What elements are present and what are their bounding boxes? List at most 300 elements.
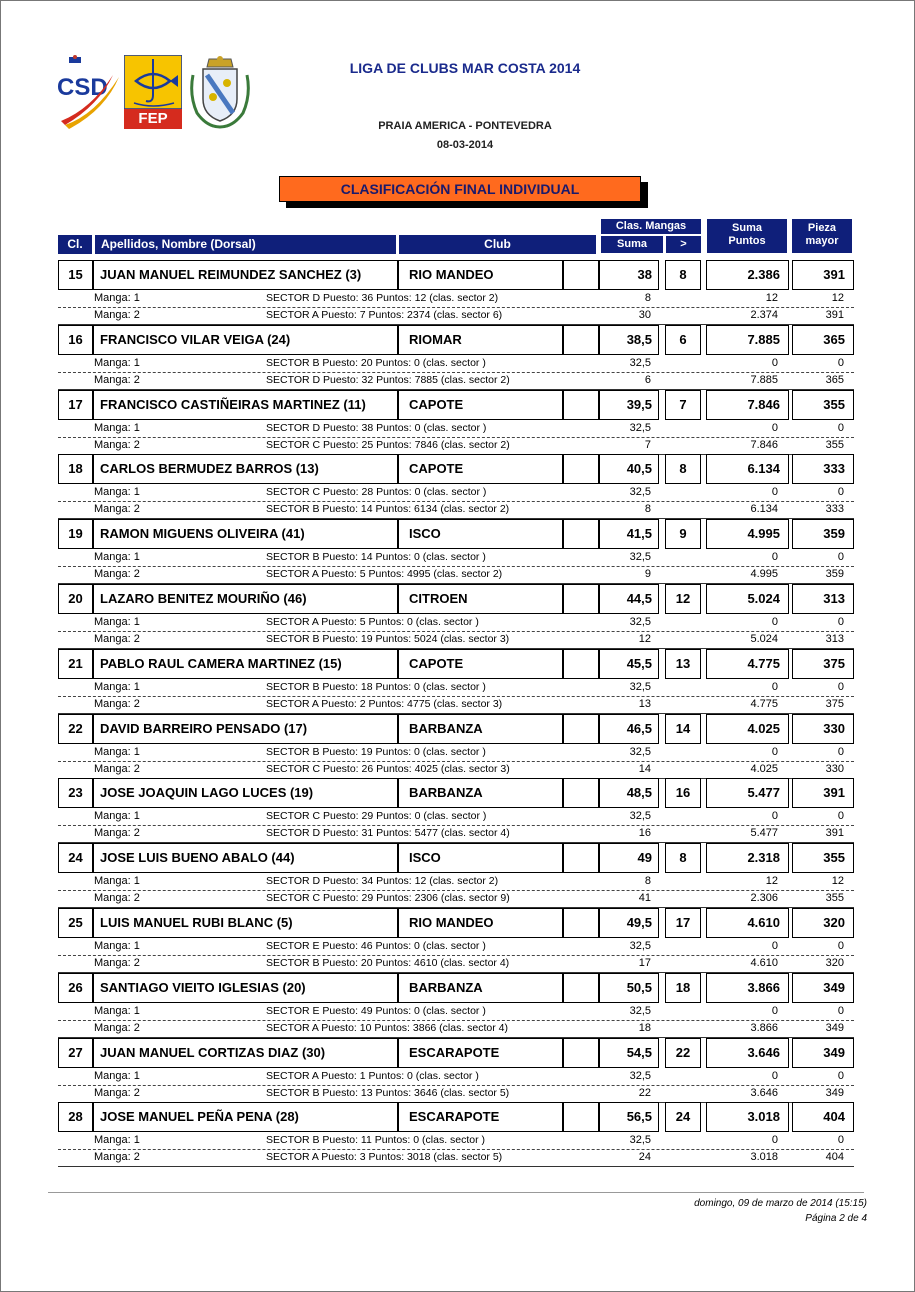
result-entry xyxy=(58,778,854,843)
rank-cell: 16 xyxy=(58,325,93,355)
empty-cell xyxy=(563,584,599,614)
column-header-gt: > xyxy=(666,236,701,253)
manga-row xyxy=(58,955,854,973)
manga-row xyxy=(58,825,854,843)
manga-puntos: 6.134 xyxy=(750,503,778,516)
manga-label: Manga: 2 xyxy=(94,827,140,840)
gt-cell: 7 xyxy=(665,390,701,420)
manga-label: Manga: 1 xyxy=(94,1004,140,1017)
manga-detail: SECTOR D Puesto: 34 Puntos: 12 (clas. sector 2) xyxy=(266,875,499,888)
table-row xyxy=(58,1038,854,1070)
manga-puntos: 7.885 xyxy=(750,373,778,386)
rank-cell: 28 xyxy=(58,1102,93,1132)
suma-cell: 45,5 xyxy=(599,649,659,679)
manga-row xyxy=(58,1085,854,1103)
manga-pieza: 0 xyxy=(837,810,844,823)
manga-suma: 32,5 xyxy=(629,486,651,499)
club-name: BARBANZA xyxy=(398,973,563,1003)
club-name: RIOMAR xyxy=(398,325,563,355)
manga-label: Manga: 1 xyxy=(94,616,140,628)
manga-detail: SECTOR C Puesto: 28 Puntos: 0 (clas. sector ) xyxy=(266,486,487,499)
suma-puntos-cell: 7.846 xyxy=(706,390,789,420)
manga-label: Manga: 2 xyxy=(94,1086,140,1099)
manga-pieza: 12 xyxy=(831,875,844,888)
section-banner: CLASIFICACIÓN FINAL INDIVIDUAL xyxy=(279,176,641,202)
manga-detail: SECTOR D Puesto: 32 Puntos: 7885 (clas. sector 2) xyxy=(266,373,510,386)
club-name: BARBANZA xyxy=(398,778,563,808)
manga-row xyxy=(58,501,854,519)
manga-row xyxy=(58,1132,854,1150)
manga-puntos: 12 xyxy=(765,292,778,304)
manga-puntos: 0 xyxy=(771,1004,778,1017)
pieza-mayor-cell: 365 xyxy=(792,325,854,355)
suma-cell: 44,5 xyxy=(599,584,659,614)
manga-row xyxy=(58,614,854,632)
manga-puntos: 0 xyxy=(771,1069,778,1082)
manga-label: Manga: 1 xyxy=(94,680,140,693)
gt-cell: 22 xyxy=(665,1038,701,1068)
manga-pieza: 0 xyxy=(837,486,844,499)
manga-label: Manga: 2 xyxy=(94,373,140,386)
manga-label: Manga: 1 xyxy=(94,551,140,564)
manga-row xyxy=(58,484,854,502)
manga-label: Manga: 2 xyxy=(94,1151,140,1164)
manga-pieza: 391 xyxy=(825,827,844,840)
result-entry xyxy=(58,1038,854,1103)
manga-pieza: 313 xyxy=(825,633,844,645)
empty-cell xyxy=(563,1038,599,1068)
manga-row xyxy=(58,1003,854,1021)
pieza-mayor-cell: 349 xyxy=(792,1038,854,1068)
manga-row xyxy=(58,1149,854,1167)
table-row xyxy=(58,973,854,1005)
manga-puntos: 4.775 xyxy=(750,697,778,710)
competitor-name: SANTIAGO VIEITO IGLESIAS (20) xyxy=(93,973,398,1003)
suma-puntos-cell: 2.318 xyxy=(706,843,789,873)
suma-puntos-cell: 4.025 xyxy=(706,714,789,744)
manga-puntos: 0 xyxy=(771,940,778,952)
competitor-name: PABLO RAUL CAMERA MARTINEZ (15) xyxy=(93,649,398,679)
manga-puntos: 0 xyxy=(771,421,778,434)
manga-pieza: 0 xyxy=(837,551,844,564)
gt-cell: 8 xyxy=(665,260,701,290)
manga-label: Manga: 2 xyxy=(94,957,140,969)
manga-puntos: 0 xyxy=(771,616,778,628)
manga-puntos: 0 xyxy=(771,356,778,369)
manga-suma: 24 xyxy=(638,1151,651,1164)
manga-detail: SECTOR D Puesto: 31 Puntos: 5477 (clas. sector 4) xyxy=(266,827,510,840)
manga-detail: SECTOR B Puesto: 20 Puntos: 4610 (clas. sector 4) xyxy=(266,957,510,969)
result-entry xyxy=(58,325,854,390)
manga-label: Manga: 2 xyxy=(94,503,140,516)
column-header-name: Apellidos, Nombre (Dorsal) xyxy=(95,235,396,254)
table-row xyxy=(58,843,854,875)
pieza-mayor-cell: 391 xyxy=(792,778,854,808)
document-title: LIGA DE CLUBS MAR COSTA 2014 xyxy=(349,60,581,76)
club-name: RIO MANDEO xyxy=(398,260,563,290)
manga-label: Manga: 1 xyxy=(94,1069,140,1082)
suma-puntos-cell: 4.610 xyxy=(706,908,789,938)
manga-row xyxy=(58,420,854,438)
manga-pieza: 404 xyxy=(825,1151,844,1164)
suma-cell: 50,5 xyxy=(599,973,659,1003)
rank-cell: 23 xyxy=(58,778,93,808)
result-entry xyxy=(58,1102,854,1167)
result-entry xyxy=(58,908,854,973)
manga-label: Manga: 1 xyxy=(94,486,140,499)
result-entry xyxy=(58,454,854,519)
manga-suma: 9 xyxy=(644,568,651,581)
manga-pieza: 0 xyxy=(837,421,844,434)
manga-suma: 14 xyxy=(638,762,651,775)
suma-cell: 49,5 xyxy=(599,908,659,938)
manga-pieza: 349 xyxy=(825,1021,844,1034)
manga-detail: SECTOR C Puesto: 26 Puntos: 4025 (clas. sector 3) xyxy=(266,762,510,775)
club-name: CITROEN xyxy=(398,584,563,614)
manga-row xyxy=(58,631,854,649)
coat-of-arms-icon xyxy=(187,55,253,129)
manga-row xyxy=(58,744,854,762)
competitor-name: CARLOS BERMUDEZ BARROS (13) xyxy=(93,454,398,484)
manga-label: Manga: 2 xyxy=(94,1021,140,1034)
table-row xyxy=(58,454,854,486)
manga-suma: 32,5 xyxy=(629,421,651,434)
manga-label: Manga: 2 xyxy=(94,892,140,905)
manga-suma: 32,5 xyxy=(629,745,651,758)
competitor-name: FRANCISCO CASTIÑEIRAS MARTINEZ (11) xyxy=(93,390,398,420)
manga-suma: 32,5 xyxy=(629,940,651,952)
manga-puntos: 7.846 xyxy=(750,438,778,451)
csd-logo xyxy=(55,55,121,129)
competitor-name: DAVID BARREIRO PENSADO (17) xyxy=(93,714,398,744)
manga-pieza: 0 xyxy=(837,356,844,369)
csd-logo-text: CSD xyxy=(57,74,108,101)
suma-cell: 39,5 xyxy=(599,390,659,420)
competitor-name: FRANCISCO VILAR VEIGA (24) xyxy=(93,325,398,355)
manga-pieza: 12 xyxy=(831,292,844,304)
manga-suma: 22 xyxy=(638,1086,651,1099)
event-date: 08-03-2014 xyxy=(436,139,494,151)
empty-cell xyxy=(563,454,599,484)
fep-logo-text: FEP xyxy=(124,109,182,129)
empty-cell xyxy=(563,714,599,744)
gt-cell: 16 xyxy=(665,778,701,808)
suma-cell: 54,5 xyxy=(599,1038,659,1068)
result-entry xyxy=(58,519,854,584)
table-row xyxy=(58,519,854,551)
manga-label: Manga: 1 xyxy=(94,810,140,823)
manga-suma: 32,5 xyxy=(629,356,651,369)
manga-label: Manga: 1 xyxy=(94,356,140,369)
manga-detail: SECTOR D Puesto: 38 Puntos: 0 (clas. sector ) xyxy=(266,421,487,434)
empty-cell xyxy=(563,519,599,549)
manga-detail: SECTOR C Puesto: 29 Puntos: 0 (clas. sector ) xyxy=(266,810,487,823)
club-name: CAPOTE xyxy=(398,649,563,679)
manga-detail: SECTOR B Puesto: 11 Puntos: 0 (clas. sector ) xyxy=(266,1134,486,1147)
rank-cell: 15 xyxy=(58,260,93,290)
manga-suma: 32,5 xyxy=(629,680,651,693)
rank-cell: 25 xyxy=(58,908,93,938)
competitor-name: RAMON MIGUENS OLIVEIRA (41) xyxy=(93,519,398,549)
suma-cell: 49 xyxy=(599,843,659,873)
suma-puntos-cell: 3.018 xyxy=(706,1102,789,1132)
manga-puntos: 0 xyxy=(771,745,778,758)
competitor-name: JOSE MANUEL PEÑA PENA (28) xyxy=(93,1102,398,1132)
manga-suma: 12 xyxy=(638,633,651,645)
pieza-mayor-cell: 355 xyxy=(792,843,854,873)
suma-puntos-cell: 5.024 xyxy=(706,584,789,614)
manga-puntos: 0 xyxy=(771,551,778,564)
manga-puntos: 0 xyxy=(771,1134,778,1147)
manga-pieza: 0 xyxy=(837,745,844,758)
manga-pieza: 0 xyxy=(837,1004,844,1017)
manga-detail: SECTOR B Puesto: 14 Puntos: 0 (clas. sector ) xyxy=(266,551,486,564)
manga-puntos: 3.866 xyxy=(750,1021,778,1034)
club-name: ISCO xyxy=(398,843,563,873)
manga-label: Manga: 1 xyxy=(94,421,140,434)
manga-detail: SECTOR A Puesto: 1 Puntos: 0 (clas. sector ) xyxy=(266,1069,479,1082)
suma-puntos-cell: 7.885 xyxy=(706,325,789,355)
manga-puntos: 2.306 xyxy=(750,892,778,905)
table-row xyxy=(58,584,854,616)
pieza-mayor-cell: 391 xyxy=(792,260,854,290)
result-entry xyxy=(58,843,854,908)
pieza-mayor-cell: 359 xyxy=(792,519,854,549)
manga-pieza: 0 xyxy=(837,680,844,693)
column-header-club: Club xyxy=(399,235,596,254)
competitor-name: JOSE JOAQUIN LAGO LUCES (19) xyxy=(93,778,398,808)
rank-cell: 24 xyxy=(58,843,93,873)
manga-detail: SECTOR A Puesto: 5 Puntos: 4995 (clas. sector 2) xyxy=(266,568,503,581)
manga-suma: 30 xyxy=(638,309,651,321)
gt-cell: 8 xyxy=(665,454,701,484)
manga-label: Manga: 1 xyxy=(94,1134,140,1147)
club-name: ISCO xyxy=(398,519,563,549)
pieza-mayor-cell: 320 xyxy=(792,908,854,938)
manga-detail: SECTOR D Puesto: 36 Puntos: 12 (clas. sector 2) xyxy=(266,292,499,304)
manga-puntos: 5.477 xyxy=(750,827,778,840)
manga-pieza: 349 xyxy=(825,1086,844,1099)
manga-puntos: 12 xyxy=(765,875,778,888)
manga-detail: SECTOR B Puesto: 20 Puntos: 0 (clas. sector ) xyxy=(266,356,486,369)
pieza-mayor-cell: 349 xyxy=(792,973,854,1003)
gt-cell: 9 xyxy=(665,519,701,549)
manga-suma: 32,5 xyxy=(629,1069,651,1082)
empty-cell xyxy=(563,649,599,679)
table-row xyxy=(58,908,854,940)
rank-cell: 27 xyxy=(58,1038,93,1068)
result-entry xyxy=(58,584,854,649)
suma-puntos-cell: 3.866 xyxy=(706,973,789,1003)
pieza-mayor-cell: 313 xyxy=(792,584,854,614)
manga-pieza: 320 xyxy=(825,957,844,969)
empty-cell xyxy=(563,325,599,355)
manga-label: Manga: 1 xyxy=(94,875,140,888)
pieza-mayor-cell: 330 xyxy=(792,714,854,744)
empty-cell xyxy=(563,908,599,938)
rank-cell: 20 xyxy=(58,584,93,614)
manga-detail: SECTOR A Puesto: 5 Puntos: 0 (clas. sector ) xyxy=(266,616,479,628)
manga-row xyxy=(58,549,854,567)
manga-label: Manga: 1 xyxy=(94,940,140,952)
column-header-suma: Suma xyxy=(601,236,663,253)
logo-group xyxy=(55,55,255,133)
suma-puntos-cell: 4.775 xyxy=(706,649,789,679)
manga-suma: 32,5 xyxy=(629,1134,651,1147)
venue-label: PRAIA AMERICA - PONTEVEDRA xyxy=(378,120,552,132)
manga-label: Manga: 2 xyxy=(94,309,140,321)
suma-puntos-cell: 3.646 xyxy=(706,1038,789,1068)
gt-cell: 24 xyxy=(665,1102,701,1132)
club-name: ESCARAPOTE xyxy=(398,1038,563,1068)
gt-cell: 17 xyxy=(665,908,701,938)
suma-cell: 41,5 xyxy=(599,519,659,549)
result-entry xyxy=(58,649,854,714)
pieza-mayor-cell: 375 xyxy=(792,649,854,679)
manga-pieza: 330 xyxy=(825,762,844,775)
fish-icon xyxy=(124,55,182,109)
manga-detail: SECTOR B Puesto: 18 Puntos: 0 (clas. sector ) xyxy=(266,680,486,693)
manga-puntos: 3.646 xyxy=(750,1086,778,1099)
manga-detail: SECTOR B Puesto: 19 Puntos: 0 (clas. sector ) xyxy=(266,745,486,758)
empty-cell xyxy=(563,390,599,420)
footer-divider xyxy=(48,1192,864,1193)
gt-cell: 8 xyxy=(665,843,701,873)
page-number: Página 2 de 4 xyxy=(805,1213,867,1224)
suma-puntos-cell: 4.995 xyxy=(706,519,789,549)
manga-label: Manga: 1 xyxy=(94,292,140,304)
manga-label: Manga: 2 xyxy=(94,633,140,645)
column-header-pieza-mayor: Pieza mayor xyxy=(792,219,852,253)
manga-pieza: 355 xyxy=(825,438,844,451)
gt-cell: 13 xyxy=(665,649,701,679)
manga-row xyxy=(58,938,854,956)
rank-cell: 22 xyxy=(58,714,93,744)
manga-label: Manga: 2 xyxy=(94,568,140,581)
manga-row xyxy=(58,873,854,891)
rank-cell: 17 xyxy=(58,390,93,420)
empty-cell xyxy=(563,260,599,290)
manga-suma: 8 xyxy=(644,503,651,516)
manga-pieza: 0 xyxy=(837,616,844,628)
pieza-mayor-cell: 404 xyxy=(792,1102,854,1132)
club-name: ESCARAPOTE xyxy=(398,1102,563,1132)
manga-row xyxy=(58,890,854,908)
manga-suma: 13 xyxy=(638,697,651,710)
gt-cell: 18 xyxy=(665,973,701,1003)
table-row xyxy=(58,325,854,357)
manga-pieza: 0 xyxy=(837,1134,844,1147)
manga-puntos: 4.025 xyxy=(750,762,778,775)
table-row xyxy=(58,260,854,292)
competitor-name: JUAN MANUEL CORTIZAS DIAZ (30) xyxy=(93,1038,398,1068)
manga-suma: 8 xyxy=(644,875,651,888)
manga-puntos: 0 xyxy=(771,810,778,823)
manga-row xyxy=(58,566,854,584)
manga-pieza: 0 xyxy=(837,1069,844,1082)
manga-detail: SECTOR A Puesto: 7 Puntos: 2374 (clas. sector 6) xyxy=(266,309,503,321)
manga-row xyxy=(58,1068,854,1086)
suma-puntos-cell: 5.477 xyxy=(706,778,789,808)
result-entry xyxy=(58,390,854,455)
gt-cell: 12 xyxy=(665,584,701,614)
manga-suma: 16 xyxy=(638,827,651,840)
suma-puntos-cell: 2.386 xyxy=(706,260,789,290)
suma-cell: 38 xyxy=(599,260,659,290)
manga-suma: 32,5 xyxy=(629,1004,651,1017)
suma-cell: 56,5 xyxy=(599,1102,659,1132)
manga-label: Manga: 2 xyxy=(94,438,140,451)
manga-row xyxy=(58,696,854,714)
table-row xyxy=(58,649,854,681)
manga-detail: SECTOR C Puesto: 29 Puntos: 2306 (clas. sector 9) xyxy=(266,892,510,905)
manga-suma: 41 xyxy=(638,892,651,905)
club-name: CAPOTE xyxy=(398,390,563,420)
manga-puntos: 4.995 xyxy=(750,568,778,581)
suma-cell: 48,5 xyxy=(599,778,659,808)
manga-label: Manga: 2 xyxy=(94,697,140,710)
manga-row xyxy=(58,355,854,373)
manga-detail: SECTOR B Puesto: 13 Puntos: 3646 (clas. sector 5) xyxy=(266,1086,510,1099)
manga-suma: 32,5 xyxy=(629,616,651,628)
table-row xyxy=(58,778,854,810)
manga-suma: 32,5 xyxy=(629,551,651,564)
manga-pieza: 333 xyxy=(825,503,844,516)
empty-cell xyxy=(563,843,599,873)
manga-row xyxy=(58,808,854,826)
manga-suma: 18 xyxy=(638,1021,651,1034)
rank-cell: 19 xyxy=(58,519,93,549)
manga-row xyxy=(58,307,854,325)
manga-puntos: 3.018 xyxy=(750,1151,778,1164)
manga-pieza: 375 xyxy=(825,697,844,710)
manga-pieza: 355 xyxy=(825,892,844,905)
manga-row xyxy=(58,1020,854,1038)
competitor-name: JUAN MANUEL REIMUNDEZ SANCHEZ (3) xyxy=(93,260,398,290)
manga-detail: SECTOR B Puesto: 19 Puntos: 5024 (clas. sector 3) xyxy=(266,633,510,645)
rank-cell: 26 xyxy=(58,973,93,1003)
club-name: CAPOTE xyxy=(398,454,563,484)
suma-puntos-cell: 6.134 xyxy=(706,454,789,484)
manga-suma: 32,5 xyxy=(629,810,651,823)
footer-timestamp: domingo, 09 de marzo de 2014 (15:15) xyxy=(694,1198,867,1209)
manga-row xyxy=(58,761,854,779)
rank-cell: 18 xyxy=(58,454,93,484)
empty-cell xyxy=(563,778,599,808)
manga-suma: 17 xyxy=(638,957,651,969)
manga-label: Manga: 1 xyxy=(94,745,140,758)
rank-cell: 21 xyxy=(58,649,93,679)
empty-cell xyxy=(563,1102,599,1132)
manga-suma: 6 xyxy=(644,373,651,386)
suma-cell: 38,5 xyxy=(599,325,659,355)
manga-puntos: 2.374 xyxy=(750,309,778,321)
table-row xyxy=(58,1102,854,1134)
manga-detail: SECTOR C Puesto: 25 Puntos: 7846 (clas. sector 2) xyxy=(266,438,510,451)
column-header-clas-mangas: Clas. Mangas xyxy=(601,219,701,234)
result-entry xyxy=(58,714,854,779)
pieza-mayor-cell: 355 xyxy=(792,390,854,420)
manga-row xyxy=(58,372,854,390)
fep-logo xyxy=(124,55,182,129)
manga-row xyxy=(58,437,854,455)
manga-row xyxy=(58,679,854,697)
crown-icon xyxy=(69,55,81,63)
competitor-name: JOSE LUIS BUENO ABALO (44) xyxy=(93,843,398,873)
club-name: BARBANZA xyxy=(398,714,563,744)
manga-detail: SECTOR E Puesto: 49 Puntos: 0 (clas. sector ) xyxy=(266,1004,486,1017)
manga-puntos: 0 xyxy=(771,680,778,693)
